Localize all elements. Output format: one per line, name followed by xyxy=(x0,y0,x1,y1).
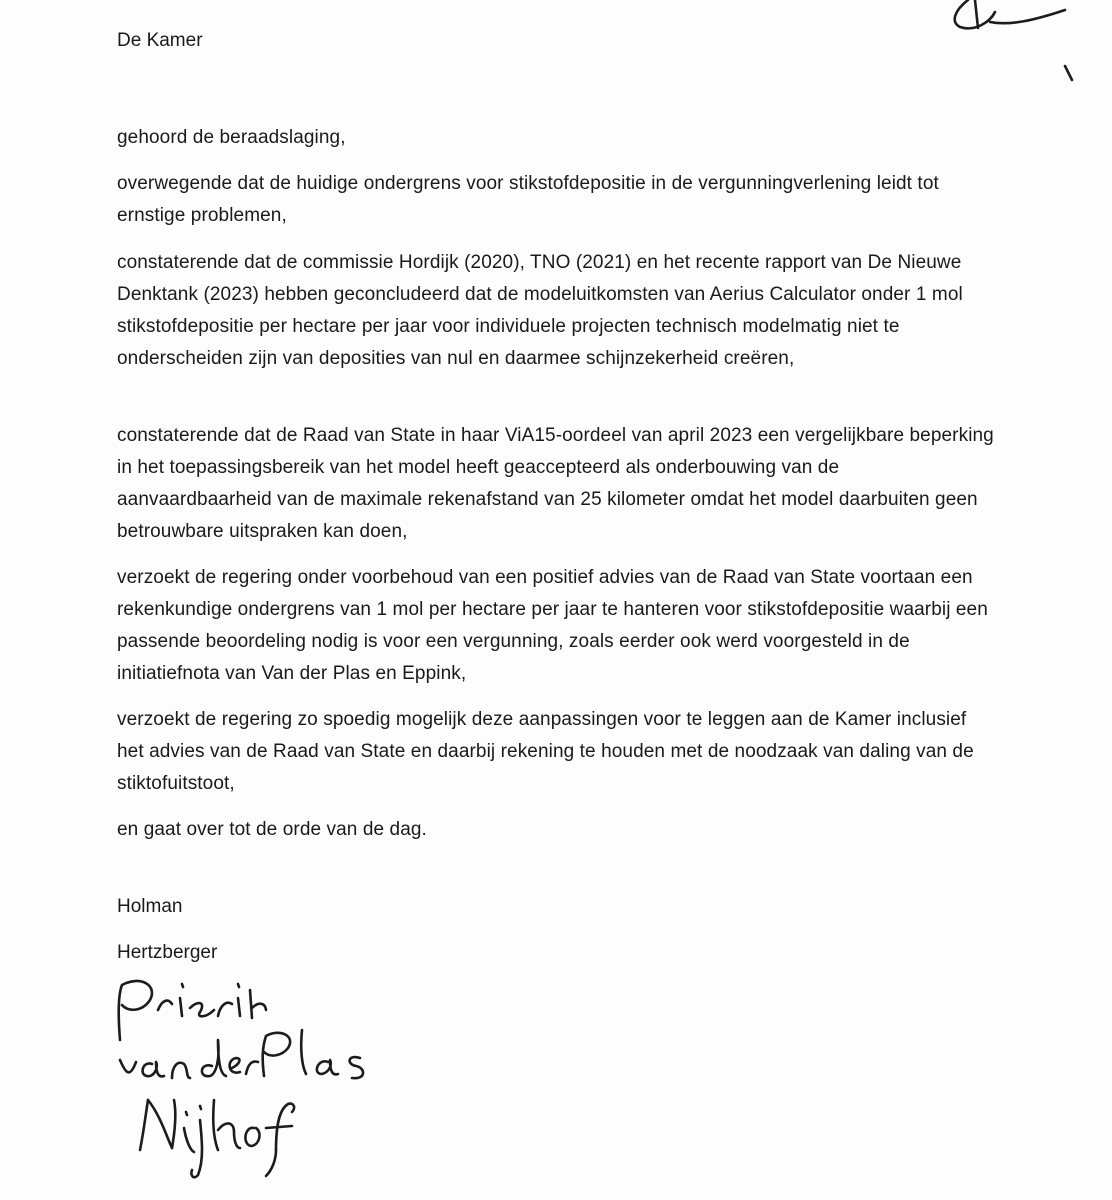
addressee: De Kamer xyxy=(117,30,203,51)
corner-scribble-mark xyxy=(955,0,1072,80)
signature-pierik xyxy=(119,981,266,1040)
paragraph-noting-council-of-state: constaterende dat de Raad van State in haar ViA15-oordeel van april 2023 een vergelijkbare beperking in het toepassingsbereik van het model heeft geaccepteerd als onderbouwing van de aanvaardbaarheid van de maximale rekenafstand van 25 kilometer omdat het model daarbuiten geen betrouwbare uitspraken kan doen, xyxy=(117,425,994,542)
paragraph-considering: overwegende dat de huidige ondergrens voor stikstofdepositie in de vergunningverlening leidt tot ernstige problemen, xyxy=(117,173,939,226)
paragraph-heard-deliberation: gehoord de beraadslaging, xyxy=(117,127,346,148)
signer-name: Hertzberger xyxy=(117,942,218,963)
paragraph-request-submit-changes: verzoekt de regering zo spoedig mogelijk deze aanpassingen voor te leggen aan de Kamer inclusief het advies van de Raad van State en daarbij rekening te houden met de noodzaak van daling van de stiktofuitstoot, xyxy=(117,709,974,794)
paragraph-closing: en gaat over tot de orde van de dag. xyxy=(117,819,427,840)
signature-nijhof xyxy=(140,1100,294,1177)
paragraph-request-lower-limit: verzoekt de regering onder voorbehoud van een positief advies van de Raad van State voortaan een rekenkundige ondergrens van 1 mol per hectare per jaar te hanteren voor stikstofdepositie waarbij een passende beoordeling nodig is voor een vergunning, zoals eerder ook werd voorgesteld in de initiatiefnota van Van der Plas en Eppink, xyxy=(117,567,988,684)
signer-name: Holman xyxy=(117,896,183,917)
signature-van-der-plas xyxy=(120,1030,363,1078)
paragraph-noting-research: constaterende dat de commissie Hordijk (2020), TNO (2021) en het recente rapport van De Nieuwe Denktank (2023) hebben geconcludeerd dat de modeluitkomsten van Aerius Calculator onder 1 mol stikstofdepositie per hectare per jaar voor individuele projecten technisch modelmatig niet te onderscheiden zijn van deposities van nul en daarmee schijnzekerheid creëren, xyxy=(117,252,963,369)
